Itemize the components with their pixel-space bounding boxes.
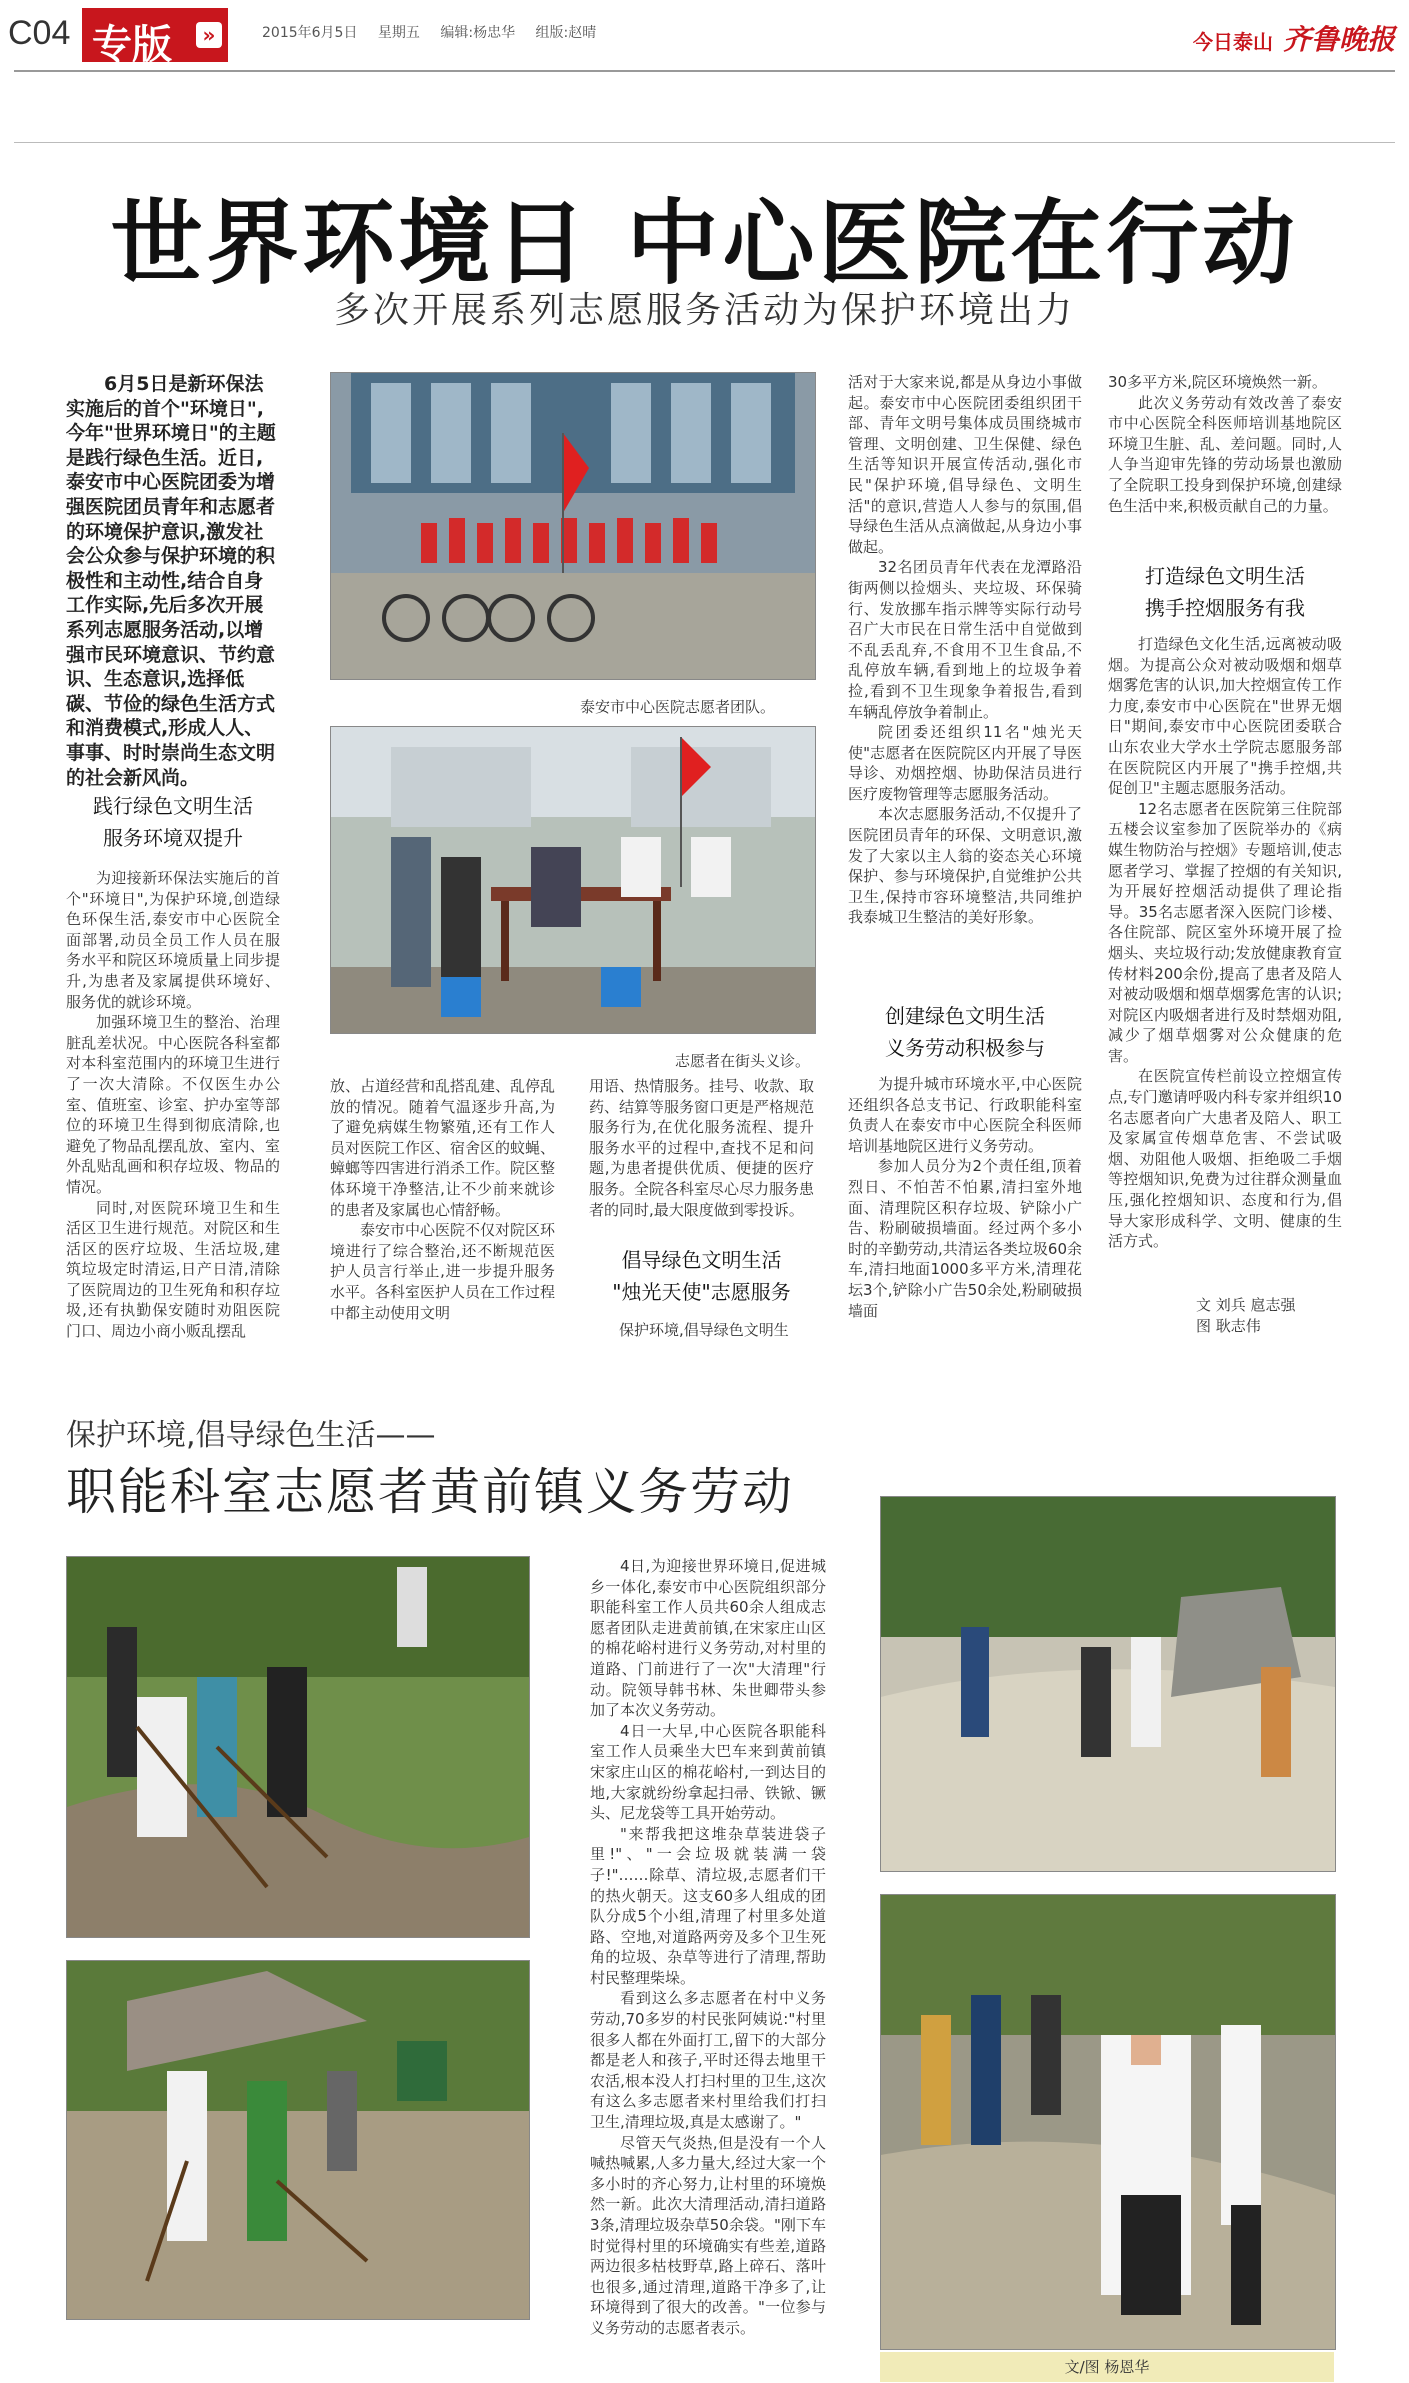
body-paragraph: 4日,为迎接世界环境日,促进城乡一体化,泰安市中心医院组织部分职能科室工作人员共60余人组成志愿者团队走进黄前镇,在宋家庄山区的棉花峪村进行义务劳动,对村里的道路、门前进行了一次"大清理"行动。院领导韩书林、朱世卿带头参加了本次义务劳动。: [590, 1557, 826, 1720]
photo-free-clinic: [330, 726, 816, 1034]
section-heading-4: [1108, 560, 1342, 624]
column-5-body: [1108, 372, 1342, 516]
photo-labor-1: [66, 1556, 530, 1938]
article2-kicker: 保护环境,倡导绿色生活——: [66, 1418, 436, 1453]
body-paragraph: 放、占道经营和乱搭乱建、乱停乱放的情况。随着气温逐步升高,为了避免病媒生物繁殖,还有工作人员对医院工作区、宿舍区的蚊蝇、蟑螂等四害进行消杀工作。院区整体环境干净整洁,让不少前来就诊的患者及家属也心情舒畅。: [330, 1077, 556, 1219]
page-number: C04: [8, 14, 71, 52]
body-paragraph: 此次义务劳动有效改善了泰安市中心医院全科医师培训基地院区环境卫生脏、乱、差问题。同时,人人争当迎审先锋的劳动场景也激励了全院职工投身到保护环境,创建绿色生活中来,积极贡献自己的力量。: [1108, 393, 1342, 515]
issue-weekday: 星期五: [377, 25, 420, 41]
column-name: 今日泰山: [1192, 30, 1273, 54]
section-heading-4-line2: 携手控烟服务有我: [1145, 596, 1305, 620]
article2-body: [590, 1556, 826, 2339]
body-paragraph: 12名志愿者在医院第三住院部五楼会议室参加了医院举办的《病媒生物防治与控烟》专题培训,使志愿者学习、掌握了控烟的有关知识,为开展好控烟活动提供了理论指导。35名志愿者深入医院门诊楼、各住院部、院区室外环境开展了捡烟头、夹垃圾行动;发放健康教育宣传材料200余份,提高了患者及陪人对被动吸烟和烟草烟雾危害的认识;对院区内吸烟者进行及时禁烟劝阻,减少了烟草烟雾对公众健康的危害。: [1108, 799, 1342, 1065]
photo-labor-4-image: [881, 1895, 1335, 2349]
photo-labor-2: [66, 1960, 530, 2320]
body-paragraph: 尽管天气炎热,但是没有一个人喊热喊累,人多力量大,经过大家一个多小时的齐心努力,让村里的环境焕然一新。此次大清理活动,清扫道路3条,清理垃圾杂草50余袋。"刚下车时觉得村里的环境确实有些差,道路两边很多枯枝野草,路上碎石、落叶也很多,通过清理,道路干净多了,让环境得到了很大的改善。"一位参与义务劳动的志愿者表示。: [590, 2133, 826, 2337]
byline-photo: 图 耿志伟: [1196, 1317, 1261, 1335]
column-4-body: [848, 372, 1082, 928]
body-paragraph: 32名团员青年代表在龙潭路沿街两侧以捡烟头、夹垃圾、环保骑行、发放挪车指示牌等实际行动号召广大市民在日常生活中自觉做到不乱丢乱弃,不食用不卫生食品,不乱停放车辆,看到地上的垃圾争着捡,看到不卫生现象争着报告,看到车辆乱停放争着制止。: [848, 558, 1082, 721]
body-paragraph: 本次志愿服务活动,不仅提升了医院团员青年的环保、文明意识,激发了大家以主人翁的姿态关心环境保护、参与环境保护,自觉维护公共卫生,保持市容环境整洁,共同维护我泰城卫生整洁的美好形象。: [848, 805, 1082, 927]
body-paragraph: 打造绿色文化生活,远离被动吸烟。为提高公众对被动吸烟和烟草烟雾危害的认识,加大控烟宣传工作力度,泰安市中心医院在"世界无烟日"期间,泰安市中心医院团委联合山东农业大学水土学院志愿服务部在医院院区内开展了"携手控烟,共促创卫"主题志愿服务活动。: [1108, 635, 1342, 798]
body-paragraph: 看到这么多志愿者在村中义务劳动,70多岁的村民张阿姨说:"村里很多人都在外面打工,留下的大部分都是老人和孩子,平时还得去地里干农活,根本没人打扫村里的卫生,这次有这么多志愿者来村里给我们打扫卫生,清理垃圾,真是太感谢了。": [590, 1989, 826, 2132]
header-rule: [14, 70, 1395, 72]
section-heading-2: [589, 1244, 814, 1308]
section-heading-1-line2: 服务环境双提升: [103, 826, 243, 850]
body-paragraph: "来帮我把这堆杂草装进袋子里!"、"一会垃圾就装满一袋子!"……除草、清垃圾,志愿者们干的热火朝天。这支60多人组成的团队分成5个小组,清理了村里多处道路、空地,对道路两旁及多个卫生死角的垃圾、杂草等进行了清理,帮助村民整理柴垛。: [590, 1824, 826, 1987]
section-heading-2-line1: 倡导绿色文明生活: [621, 1248, 782, 1272]
section-label: 专版: [92, 22, 172, 68]
lead-text: 6月5日是新环保法实施后的首个"环境日",今年"世界环境日"的主题是践行绿色生活。近日,泰安市中心医院团委为增强医院团员青年和志愿者的环境保护意识,激发社会公众参与保护环境的积极性和主动性,结合自身工作实际,先后多次开展系列志愿服务活动,以增强市民环境意识、节约意识、生态意识,选择低碳、节俭的绿色生活方式和消费模式,形成人人、事事、时时崇尚生态文明的社会新风尚。: [66, 373, 276, 789]
issue-meta: [262, 22, 612, 42]
section-heading-1-line1: 践行绿色文明生活: [93, 794, 253, 818]
layout-credit: 组版:赵晴: [535, 25, 597, 41]
body-paragraph: 加强环境卫生的整治、治理脏乱差状况。中心医院各科室都对本科室范围内的环境卫生进行了一次大清除。不仅医生办公室、值班室、诊室、护办室等部位的环境卫生得到彻底清除,也避免了物品乱摆乱放、室内、室外乱贴乱画和积存垃圾、物品的情况。: [66, 1013, 280, 1196]
article2-title: 职能科室志愿者黄前镇义务劳动: [66, 1463, 794, 1521]
article-subhead: 多次开展系列志愿服务活动为保护环境出力: [333, 290, 1075, 331]
column-5-body-b: [1108, 634, 1342, 1252]
photo-labor-4: [880, 1894, 1336, 2350]
masthead-brand-block: [1193, 18, 1395, 58]
section-heading-3-line2: 义务劳动积极参与: [885, 1036, 1045, 1060]
header-rule-2: [14, 142, 1395, 143]
double-chevron-icon: »: [196, 22, 222, 48]
photo-volunteer-team-image: [331, 373, 815, 679]
photo-free-clinic-image: [331, 727, 815, 1033]
photo-caption-2: 志愿者在街头义诊。: [675, 1052, 811, 1070]
photo-labor-2-image: [67, 1961, 529, 2319]
body-paragraph: 用语、热情服务。挂号、收款、取药、结算等服务窗口更是严格规范服务行为,在优化服务流程、提升服务水平的过程中,查找不足和问题,为患者提供优质、便捷的医疗服务。全院各科室尽心尽力服务患者的同时,最大限度做到零投诉。: [589, 1077, 815, 1219]
body-paragraph: 活对于大家来说,都是从身边小事做起。泰安市中心医院团委组织团干部、青年文明号集体成员围绕城市管理、文明创建、卫生保健、绿色生活等知识开展宣传活动,强化市民"保护环境,倡导绿色、文明生活"的意识,营造人人参与的氛围,倡导绿色生活从点滴做起,从身边小事做起。: [848, 373, 1082, 556]
body-paragraph: 参加人员分为2个责任组,顶着烈日、不怕苦不怕累,清扫室外地面、清理院区积存垃圾、铲除小广告、粉刷破损墙面。经过两个多小时的辛勤劳动,共清运各类垃圾60余车,清扫地面1000多平方米,清理花坛3个,铲除小广告50余处,粉刷破损墙面: [848, 1157, 1082, 1320]
section-heading-4-line1: 打造绿色文明生活: [1145, 564, 1305, 588]
photo-volunteer-team: [330, 372, 816, 680]
photo-credit-bar: 文/图 杨恩华: [880, 2352, 1334, 2382]
photo-labor-1-image: [67, 1557, 529, 1937]
column-2-body: [330, 1076, 555, 1323]
article-byline: [1196, 1294, 1296, 1336]
photo-labor-3: [880, 1496, 1336, 1872]
column-4-body-b: [848, 1074, 1082, 1321]
byline-text: 文 刘兵 扈志强: [1196, 1296, 1296, 1314]
section-heading-3: [848, 1000, 1082, 1064]
body-paragraph: 为迎接新环保法实施后的首个"环境日",为保护环境,创造绿色环保生活,泰安市中心医院全面部署,动员全员工作人员在服务水平和院区环境质量上同步提升,为患者及家属提供环境好、服务优的就诊环境。: [66, 869, 280, 1011]
section-heading-2-line2: "烛光天使"志愿服务: [612, 1280, 791, 1304]
body-paragraph: 在医院宣传栏前设立控烟宣传点,专门邀请呼吸内科专家并组织10名志愿者向广大患者及陪人、职工及家属宣传烟草危害、不尝试吸烟、劝阻他人吸烟、拒绝吸二手烟等控烟知识,免费为过往群众测量血压,强化控烟知识、态度和行为,倡导大家形成科学、文明、健康的生活方式。: [1108, 1067, 1342, 1251]
body-paragraph: 同时,对医院环境卫生和生活区卫生进行规范。对院区和生活区的医疗垃圾、生活垃圾,建筑垃圾定时清运,日产日清,清除了医院周边的卫生死角和积存垃圾,还有执勤保安随时劝阻医院门口、周边小商小贩乱摆乱: [66, 1198, 280, 1341]
photo-caption-1: 泰安市中心医院志愿者团队。: [580, 698, 776, 716]
body-paragraph: 保护环境,倡导绿色文明生: [619, 1321, 789, 1339]
body-paragraph: 为提升城市环境水平,中心医院还组织各总支书记、行政职能科室负责人在泰安市中心医院全科医师培训基地院区进行义务劳动。: [848, 1075, 1082, 1155]
lead-paragraph: [66, 372, 280, 790]
body-paragraph: 泰安市中心医院不仅对院区环境进行了综合整治,还不断规范医护人员言行举止,进一步提升服务水平。各科室医护人员在工作过程中都主动使用文明: [330, 1221, 556, 1322]
body-paragraph: 4日一大早,中心医院各职能科室工作人员乘坐大巴车来到黄前镇宋家庄山区的棉花峪村,一到达目的地,大家就纷纷拿起扫帚、铁锨、镢头、尼龙袋等工具开始劳动。: [590, 1721, 826, 1823]
issue-date: 2015年6月5日: [262, 25, 358, 41]
body-paragraph: 院团委还组织11名"烛光天使"志愿者在医院院区内开展了导医导诊、劝烟控烟、协助保洁员进行医疗废物管理等志愿服务活动。: [848, 723, 1082, 803]
photo-labor-3-image: [881, 1497, 1335, 1871]
column-1-body: [66, 868, 280, 1342]
section-heading-1: [66, 790, 280, 854]
body-paragraph: 30多平方米,院区环境焕然一新。: [1108, 373, 1327, 391]
editor-credit: 编辑:杨忠华: [440, 25, 516, 41]
newspaper-logo: 齐鲁晚报: [1282, 23, 1395, 56]
column-3-body: [589, 1076, 814, 1220]
section-heading-3-line1: 创建绿色文明生活: [885, 1004, 1045, 1028]
article-headline: 世界环境日 中心医院在行动: [110, 190, 1299, 297]
column-3-body-b: [589, 1320, 814, 1341]
